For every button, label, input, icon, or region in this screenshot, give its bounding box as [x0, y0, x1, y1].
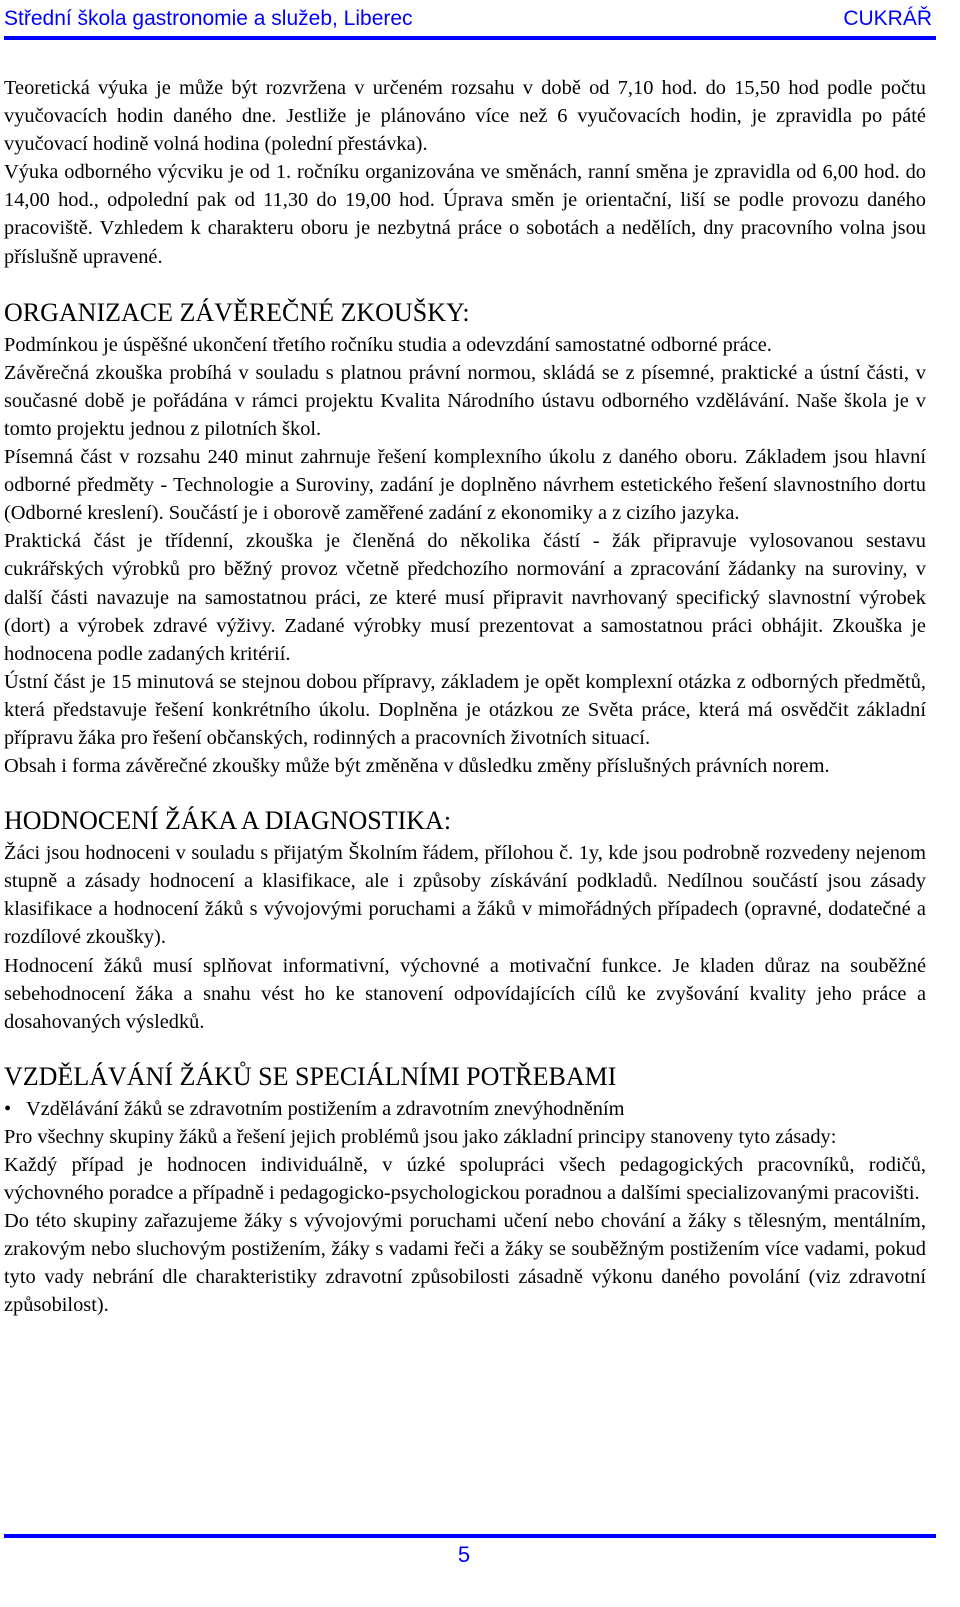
header-rule — [4, 36, 936, 40]
bullet-icon: • — [4, 1097, 12, 1120]
intro-paragraph: Teoretická výuka je může být rozvržena v určeném rozsahu v době od 7,10 hod. do 15,50 hod podle počtu vyučovacích hodin daného dne. Jestliže je plánováno více než 6 vyučovacích hodin, je zpravidla po páté vyučovací hodině volná hodina (polední přestávka). — [4, 77, 926, 156]
special-needs-paragraph: Pro všechny skupiny žáků a řešení jejich problémů jsou jako základní principy stanoveny tyto zásady: — [4, 1125, 837, 1148]
evaluation-paragraph: Hodnocení žáků musí splňovat informativní, výchovné a motivační funkce. Je kladen důraz na souběžné sebehodnocení žáka a snahu vést ho ke stanovení odpovídajících cílů ke zvyšování kvality jeho práce a dosahovaných výsledků. — [4, 954, 926, 1033]
exam-paragraph: Obsah i forma závěrečné zkoušky může být změněna v důsledku změny příslušných právních norem. — [4, 755, 830, 778]
special-needs-bullet-list — [4, 1095, 926, 1123]
section-heading-evaluation: HODNOCENÍ ŽÁKA A DIAGNOSTIKA: — [4, 806, 452, 836]
section-heading-exam: ORGANIZACE ZÁVĚREČNÉ ZKOUŠKY: — [4, 297, 470, 327]
intro-paragraph: Výuka odborného výcviku je od 1. ročníku organizována ve směnách, ranní směna je zpravidla od 6,00 hod. do 14,00 hod., odpolední pak od 11,30 do 19,00 hod. Úprava směn je orientační, liší se podle provozu daného pracoviště. Vzhledem k charakteru oboru je nezbytná práce o sobotách a nedělích, dny pracovního volna jsou příslušně upravené. — [4, 161, 926, 268]
header-field-name: CUKRÁŘ — [843, 7, 932, 30]
page-number: 5 — [457, 1542, 471, 1567]
list-item — [4, 1095, 926, 1123]
exam-paragraph: Písemná část v rozsahu 240 minut zahrnuje řešení komplexního úkolu z daného oboru. Základem jsou hlavní odborné předměty - Technologie a Suroviny, zadání je doplněno návrhem estetického řešení slavnostního dortu (Odborné kreslení). Součástí je i oborově zaměřené zadání z ekonomiky a z cizího jazyka. — [4, 446, 926, 525]
special-needs-paragraph: Do této skupiny zařazujeme žáky s vývojovými poruchami učení nebo chování a žáky s tělesným, mentálním, zrakovým nebo sluchovým postižením, žáky s vadami řeči a žáky se souběžným postižením více vadami, pokud tyto vady nebrání dle charakteristiky zdravotní způsobilosti zásadně výkonu daného povolání (viz zdravotní způsobilost). — [4, 1210, 926, 1317]
evaluation-paragraph: Žáci jsou hodnoceni v souladu s přijatým Školním řádem, přílohou č. 1y, kde jsou podrobně rozvedeny nejenom stupně a zásady hodnocení a klasifikace, ale i způsoby získávání podkladů. Nedílnou součástí jsou zásady klasifikace a hodnocení žáků s vývojovými poruchami a žáků v mimořádných případech (opravné, dodatečné a rozdílové zkoušky). — [4, 842, 926, 949]
exam-paragraph: Podmínkou je úspěšné ukončení třetího ročníku studia a odevzdání samostatné odborné práce. — [4, 333, 772, 356]
exam-paragraph: Závěrečná zkouška probíhá v souladu s platnou právní normou, skládá se z písemné, praktické a ústní části, v současné době je pořádána v rámci projektu Kvalita Národního ústavu odborného vzdělávání. Naše škola je v tomto projektu jednou z pilotních škol. — [4, 361, 926, 440]
exam-paragraph: Ústní část je 15 minutová se stejnou dobou přípravy, základem je opět komplexní otázka z odborných předmětů, která představuje řešení konkrétního úkolu. Doplněna je otázkou ze Světa práce, která má osvědčit základní přípravu žáka pro řešení občanských, rodinných a pracovních životních situací. — [4, 670, 926, 749]
special-needs-paragraph: Každý případ je hodnocen individuálně, v úzké spolupráci všech pedagogických pracovníků, rodičů, výchovného poradce a případně i pedagogicko-psychologickou poradnou a dalšími specializovanými pracovišti. — [4, 1154, 926, 1205]
section-heading-special-needs: VZDĚLÁVÁNÍ ŽÁKŮ SE SPECIÁLNÍMI POTŘEBAMI — [4, 1061, 617, 1091]
section-gap — [4, 1036, 926, 1059]
document-body — [4, 74, 926, 1320]
section-gap — [4, 271, 926, 295]
exam-paragraph: Praktická část je třídenní, zkouška je členěná do několika částí - žák připravuje vylosovanou sestavu cukrářských výrobků pro běžný provoz včetně předchozího normování a zpracování žádanky na suroviny, v další části navazuje na samostatnou práci, ze které musí připravit navrhovaný specifický slavnostní výrobek (dort) a výrobek zdravé výživy. Zadané výrobky musí prezentovat a samostatnou práci obhájit. Zkouška je hodnocena podle zadaných kritérií. — [4, 530, 926, 665]
page-header — [4, 4, 932, 34]
list-item-text: Vzdělávání žáků se zdravotním postižením a zdravotním znevýhodněním — [26, 1097, 625, 1120]
header-school-name: Střední škola gastronomie a služeb, Liberec — [4, 7, 413, 30]
section-gap — [4, 780, 926, 803]
footer-rule — [4, 1534, 936, 1538]
